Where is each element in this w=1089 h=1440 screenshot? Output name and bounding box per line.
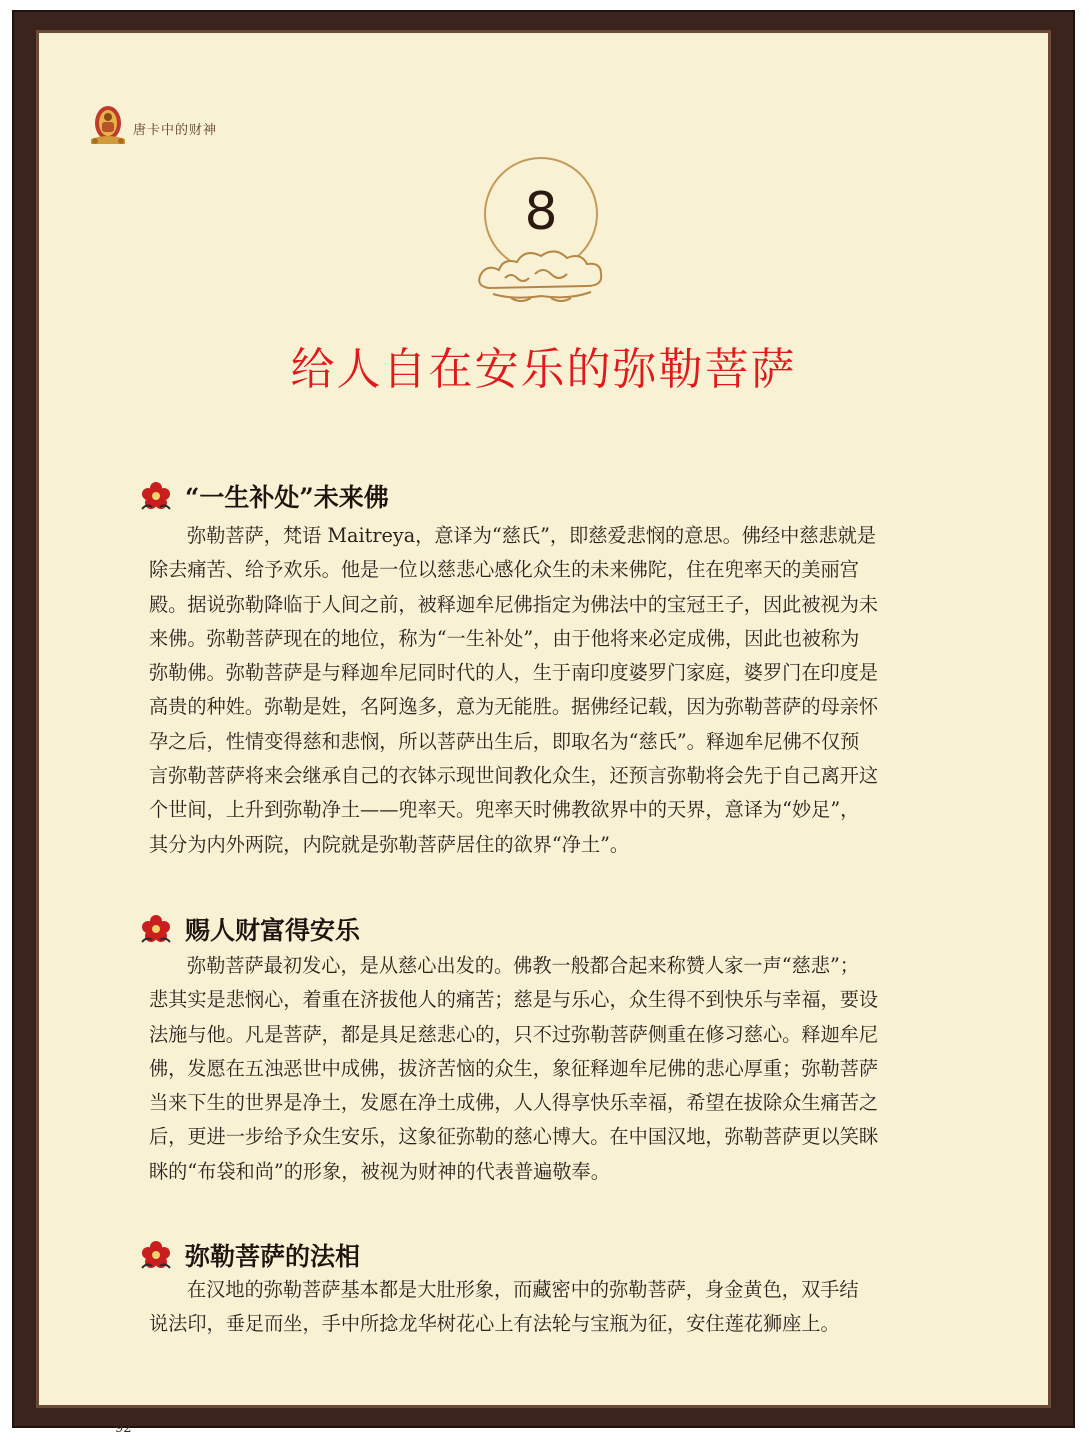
text-line: 弥勒菩萨，梵语 Maitreya，意译为“慈氏”，即慈爱悲悯的意思。佛经中慈悲就是 bbox=[187, 524, 877, 547]
chapter-title: 给人自在安乐的弥勒菩萨 bbox=[290, 344, 797, 395]
inner-frame bbox=[36, 30, 1051, 1436]
text-line: 高贵的种姓。弥勒是姓，名阿逸多，意为无能胜。据佛经记载，因为弥勒菩萨的母亲怀 bbox=[149, 695, 879, 719]
text-line: 说法印，垂足而坐，手中所捻龙华树花心上有法轮与宝瓶为征，安住莲花狮座上。 bbox=[149, 1312, 840, 1336]
text-line: 佛，发愿在五浊恶世中成佛，拔济苦恼的众生，象征释迦牟尼佛的悲心厚重；弥勒菩萨 bbox=[149, 1056, 879, 1080]
text-line: 弥勒佛。弥勒菩萨是与释迦牟尼同时代的人，生于南印度婆罗门家庭，婆罗门在印度是 bbox=[149, 661, 879, 685]
section-title: 赐人财富得安乐 bbox=[185, 916, 361, 945]
section-heading bbox=[139, 911, 360, 947]
text-line: 当来下生的世界是净土，发愿在净土成佛，人人得享快乐幸福，希望在拔除众生痛苦之 bbox=[149, 1091, 879, 1115]
chapter-number: 8 bbox=[524, 182, 558, 242]
flower-icon bbox=[139, 479, 173, 513]
thangka-deity-icon bbox=[87, 103, 129, 147]
text-line: 眯的“布袋和尚”的形象，被视为财神的代表普遍敬奉。 bbox=[149, 1159, 610, 1183]
page-frame bbox=[12, 10, 1075, 1436]
section-paragraph bbox=[149, 949, 967, 1189]
chapter-number-badge bbox=[471, 156, 611, 316]
text-line: 弥勒菩萨最初发心，是从慈心出发的。佛教一般都合起来称赞人家一声“慈悲”； bbox=[187, 954, 859, 977]
text-line: 除去痛苦、给予欢乐。他是一位以慈悲心感化众生的未来佛陀，住在兜率天的美丽宫 bbox=[149, 558, 859, 582]
text-line: 言弥勒菩萨将来会继承自己的衣钵示现世间教化众生，还预言弥勒将会先于自己离开这 bbox=[149, 764, 879, 788]
text-line: 个世间，上升到弥勒净土——兜率天。兜率天时佛教欲界中的天界，意译为“妙足”， bbox=[149, 798, 860, 822]
running-header bbox=[87, 103, 217, 147]
flower-icon bbox=[139, 912, 173, 946]
text-line: 法施与他。凡是菩萨，都是具足慈悲心的，只不过弥勒菩萨侧重在修习慈心。释迦牟尼 bbox=[149, 1022, 879, 1046]
text-line: 其分为内外两院，内院就是弥勒菩萨居住的欲界“净土”。 bbox=[149, 832, 630, 856]
page-number: 92 bbox=[115, 1421, 132, 1436]
text-line: 在汉地的弥勒菩萨基本都是大肚形象，而藏密中的弥勒菩萨，身金黄色，双手结 bbox=[187, 1278, 859, 1301]
text-line: 孕之后，性情变得慈和悲悯，所以菩萨出生后，即取名为“慈氏”。释迦牟尼佛不仅预 bbox=[149, 729, 860, 753]
section-paragraph bbox=[149, 1273, 967, 1342]
running-title: 唐卡中的财神 bbox=[133, 122, 218, 138]
page bbox=[39, 33, 1048, 1436]
section-title: 弥勒菩萨的法相 bbox=[185, 1242, 361, 1271]
text-line: 来佛。弥勒菩萨现在的地位，称为“一生补处”，由于他将来必定成佛，因此也被称为 bbox=[149, 626, 860, 650]
text-line: 殿。据说弥勒降临于人间之前，被释迦牟尼佛指定为佛法中的宝冠王子，因此被视为未 bbox=[149, 592, 879, 616]
text-line: 悲其实是悲悯心，着重在济拔他人的痛苦；慈是与乐心，众生得不到快乐与幸福，要设 bbox=[149, 988, 879, 1012]
text-line: 后，更进一步给予众生安乐，这象征弥勒的慈心博大。在中国汉地，弥勒菩萨更以笑眯 bbox=[149, 1125, 879, 1149]
section-title: “一生补处”未来佛 bbox=[185, 483, 389, 512]
section-paragraph bbox=[149, 519, 967, 862]
section-heading bbox=[139, 1237, 360, 1273]
flower-icon bbox=[139, 1238, 173, 1272]
section-heading bbox=[139, 478, 389, 514]
